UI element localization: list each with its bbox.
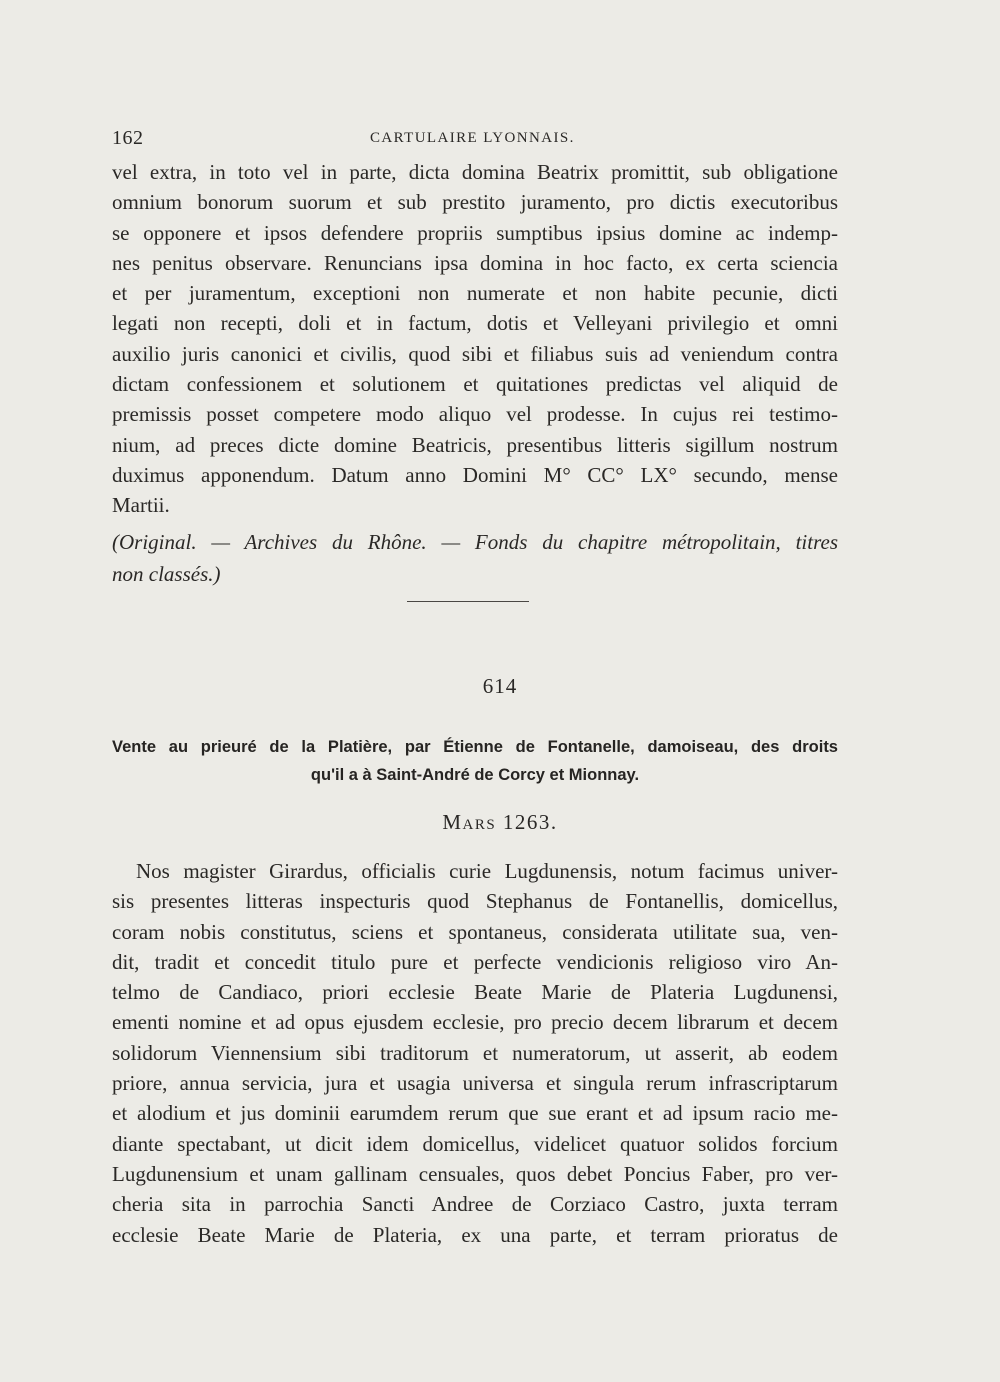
text-line: ementi nomine et ad opus ejusdem ecclesie, pro precio decem librarum et decem xyxy=(112,1010,838,1035)
text-line: dit, tradit et concedit titulo pure et perfecte vendicionis religioso viro An- xyxy=(112,949,838,974)
text-line: Lugdunensium et unam gallinam censuales, quos debet Poncius Faber, pro ver- xyxy=(112,1161,838,1186)
text-line: auxilio juris canonici et civilis, quod sibi et filiabus suis ad veniendum contra xyxy=(112,341,838,366)
text-line: nes penitus observare. Renuncians ipsa domina in hoc facto, ex certa sciencia xyxy=(112,250,838,275)
text-line: et alodium et jus dominii earumdem rerum que sue erant et ad ipsum racio me- xyxy=(112,1101,838,1126)
document-date: Mars 1263. xyxy=(442,810,558,834)
title-line: qu'il a à Saint-André de Corcy et Mionnay. xyxy=(310,766,640,784)
document-body xyxy=(112,856,838,1250)
document-title xyxy=(112,733,838,789)
text-line: duximus apponendum. Datum anno Domini M° CC° LX° secundo, mense xyxy=(112,462,838,487)
text-line: sis presentes litteras inspecturis quod Stephanus de Fontanellis, domicellus, xyxy=(112,889,838,914)
source-note xyxy=(112,526,838,590)
text-line: Nos magister Girardus, officialis curie Lugdunensis, notum facimus univer- xyxy=(136,859,838,883)
text-line: omnium bonorum suorum et sub prestito juramento, pro dictis executoribus xyxy=(112,190,838,215)
text-line: cheria sita in parrochia Sancti Andree de Corziaco Castro, juxta terram xyxy=(112,1192,838,1217)
text-line: se opponere et ipsos defendere propriis sumptibus ipsius domine ac indemp- xyxy=(112,220,838,245)
text-line: Martii. xyxy=(112,493,170,518)
text-line: vel extra, in toto vel in parte, dicta domina Beatrix promittit, sub obligatione xyxy=(112,160,838,184)
continuation-paragraph xyxy=(112,157,838,521)
text-line: nium, ad preces dicte domine Beatricis, presentibus litteris sigillum nostrum xyxy=(112,432,838,457)
section-divider xyxy=(407,601,529,602)
text-line: dictam confessionem et solutionem et quitationes predictas vel aliquid de xyxy=(112,372,838,397)
text-line: ecclesie Beate Marie de Plateria, ex una parte, et terram prioratus de xyxy=(112,1222,838,1247)
source-line: (Original. — Archives du Rhône. — Fonds du chapitre métropolitain, titres xyxy=(112,530,838,554)
document-number: 614 xyxy=(482,674,518,698)
source-line: non classés.) xyxy=(112,562,221,586)
page-number: 162 xyxy=(112,127,144,149)
running-title: CARTULAIRE LYONNAIS. xyxy=(370,130,575,146)
text-line: solidorum Viennensium sibi traditorum et numeratorum, ut asserit, ab eodem xyxy=(112,1040,838,1065)
text-line: priore, annua servicia, jura et usagia universa et singula rerum infrascriptarum xyxy=(112,1071,838,1096)
running-head xyxy=(112,127,838,151)
text-line: premissis posset competere modo aliquo vel prodesse. In cujus rei testimo- xyxy=(112,402,838,427)
text-line: diante spectabant, ut dicit idem domicellus, videlicet quatuor solidos forcium xyxy=(112,1131,838,1156)
title-line: Vente au prieuré de la Platière, par Étienne de Fontanelle, damoiseau, des droits xyxy=(112,738,838,756)
text-line: et per juramentum, exceptioni non numerate et non habite pecunie, dicti xyxy=(112,281,838,306)
text-line: telmo de Candiaco, priori ecclesie Beate Marie de Plateria Lugdunensi, xyxy=(112,980,838,1005)
text-line: legati non recepti, doli et in factum, dotis et Velleyani privilegio et omni xyxy=(112,311,838,336)
text-line: coram nobis constitutus, sciens et spontaneus, considerata utilitate sua, ven- xyxy=(112,919,838,944)
